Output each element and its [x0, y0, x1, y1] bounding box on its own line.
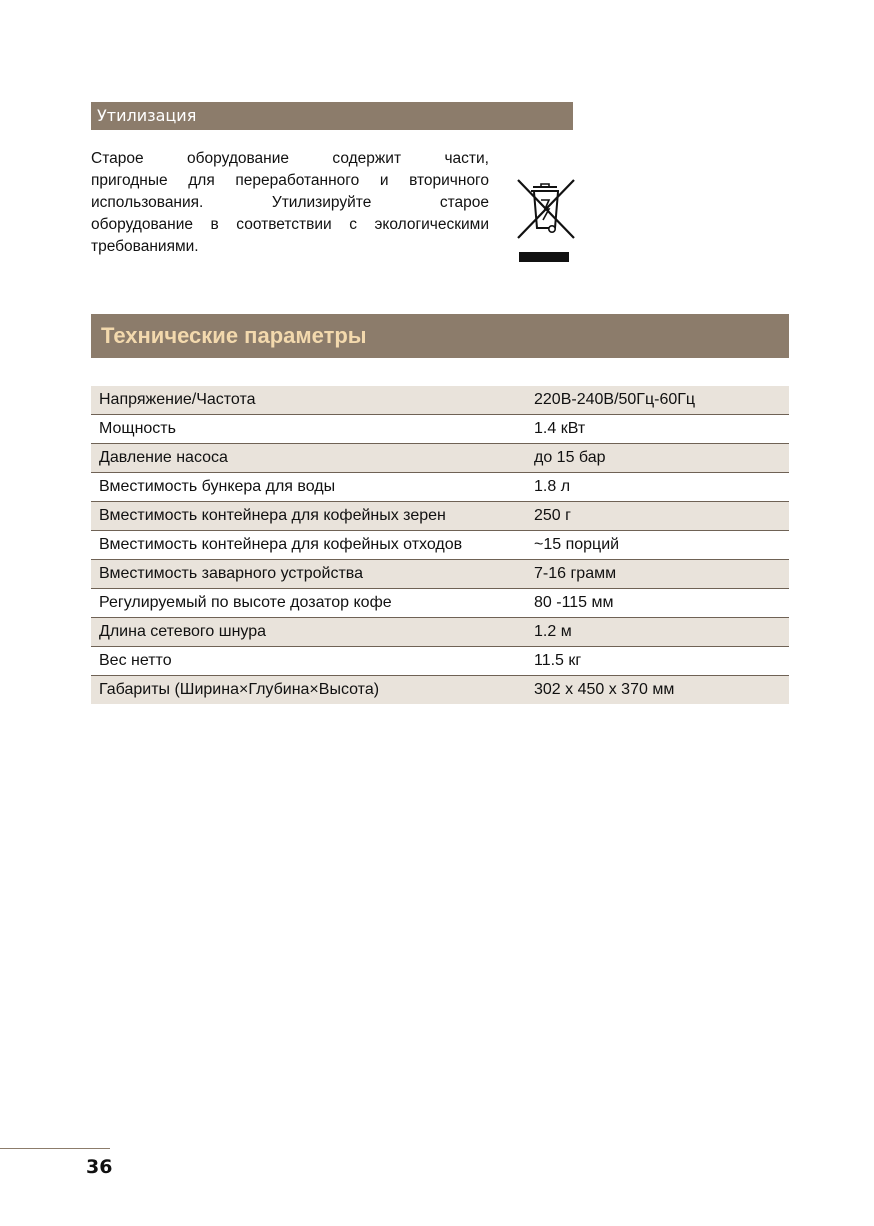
spec-row: [91, 560, 789, 589]
spec-param: Вместимость бункера для воды: [91, 473, 526, 502]
spec-param: Длина сетевого шнура: [91, 618, 526, 647]
spec-row: [91, 473, 789, 502]
disposal-line: оборудование в соответствии с экологическими: [91, 216, 489, 233]
disposal-paragraph: [91, 148, 489, 258]
spec-value: 1.4 кВт: [526, 415, 789, 444]
spec-param: Давление насоса: [91, 444, 526, 473]
spec-row: [91, 386, 789, 415]
spec-value: 220В-240В/50Гц-60Гц: [526, 386, 789, 415]
spec-value: ~15 порций: [526, 531, 789, 560]
spec-value: 11.5 кг: [526, 647, 789, 676]
spec-row: [91, 531, 789, 560]
spec-value: 1.8 л: [526, 473, 789, 502]
spec-param: Габариты (Ширина×Глубина×Высота): [91, 676, 526, 705]
spec-value: 7-16 грамм: [526, 560, 789, 589]
spec-value: 302 x 450 x 370 мм: [526, 676, 789, 705]
spec-param: Мощность: [91, 415, 526, 444]
spec-row: [91, 676, 789, 705]
footer-rule: [0, 1148, 110, 1149]
tech-specs-heading: Технические параметры: [91, 314, 789, 358]
disposal-line: использования. Утилизируйте старое: [91, 194, 489, 211]
spec-value: 250 г: [526, 502, 789, 531]
spec-param: Вес нетто: [91, 647, 526, 676]
spec-value: до 15 бар: [526, 444, 789, 473]
spec-param: Регулируемый по высоте дозатор кофе: [91, 589, 526, 618]
spec-param: Напряжение/Частота: [91, 386, 526, 415]
spec-row: [91, 444, 789, 473]
disposal-line: требованиями.: [91, 238, 199, 255]
tech-specs-table: [91, 386, 789, 704]
spec-param: Вместимость контейнера для кофейных зерен: [91, 502, 526, 531]
crossed-out-wheelie-bin-icon: [512, 176, 578, 266]
spec-param: Вместимость заварного устройства: [91, 560, 526, 589]
spec-row: [91, 589, 789, 618]
disposal-section-heading: Утилизация: [91, 102, 573, 130]
disposal-line: пригодные для переработанного и вторичного: [91, 172, 489, 189]
spec-value: 80 -115 мм: [526, 589, 789, 618]
page-number: 36: [86, 1156, 113, 1178]
spec-row: [91, 415, 789, 444]
spec-row: [91, 502, 789, 531]
spec-value: 1.2 м: [526, 618, 789, 647]
disposal-line: Старое оборудование содержит части,: [91, 150, 489, 167]
spec-param: Вместимость контейнера для кофейных отходов: [91, 531, 526, 560]
spec-row: [91, 647, 789, 676]
spec-row: [91, 618, 789, 647]
